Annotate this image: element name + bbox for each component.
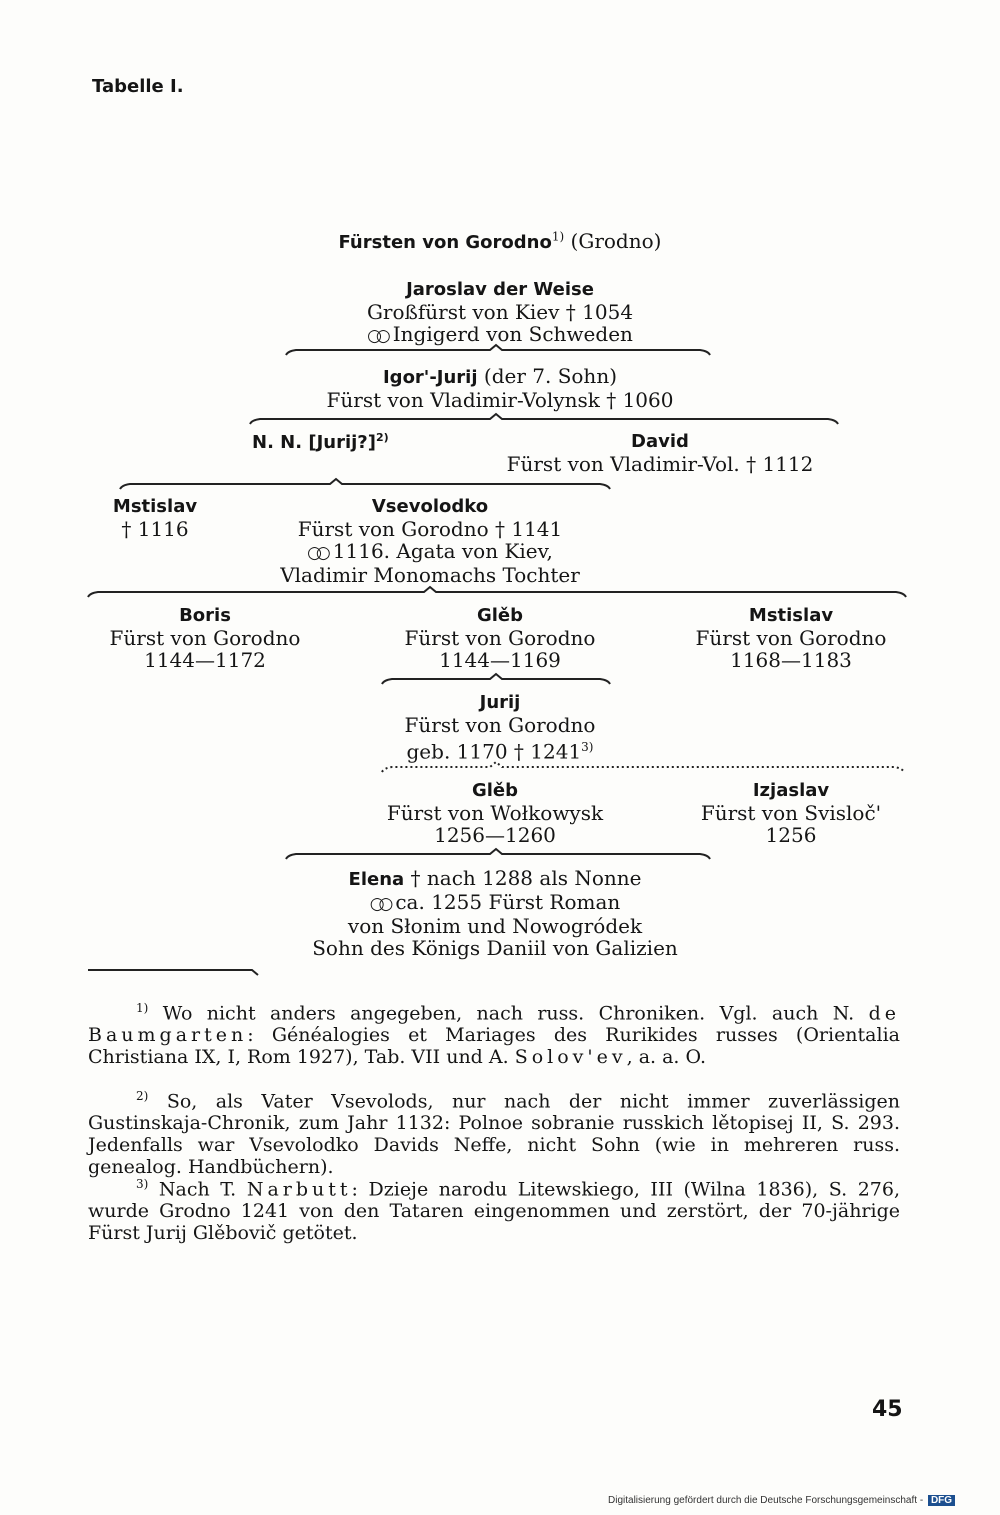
person-name: Mstislav [748, 605, 834, 626]
person-vsevolodko [240, 496, 620, 586]
person-dates: 1144—1172 [144, 648, 266, 672]
person-title: Fürst von Gorodno [695, 626, 887, 650]
dfg-logo: DFG [928, 1495, 955, 1506]
person-elena: Elena † nach 1288 als Nonne ○○ ca. 1255 Fürst Roman von Słonim und Nowogródek Sohn des Königs Daniil von Galizien [270, 867, 720, 959]
person-death: † 1116 [121, 517, 189, 541]
person-note: Sohn des Königs Daniil von Galizien [312, 936, 678, 960]
person-name: Vsevolodko [371, 496, 489, 517]
person-name: Jaroslav der Weise [406, 279, 594, 300]
person-title: Fürst von Gorodno [404, 626, 596, 650]
dfg-footer: Digitalisierung gefördert durch die Deutsche Forschungsgemeinschaft - DFG [608, 1495, 955, 1506]
footnote-2: $^{2)}$ So, als Vater Vsevolods, nur nach der nicht immer zuverlässigen Gustinskaja-Chronik, zum Jahr 1132: Polnoe sobranie russkich lětopisej II, S. 293. Jedenfalls war Vsevolodko Davids Neffe, nicht Sohn (wie in mehreren russ. genealog. Handbüchern). [88, 1089, 900, 1179]
person-title: Fürst von Vladimir-Vol. † 1112 [506, 452, 814, 476]
person-title: Fürst von Vladimir-Volynsk † 1060 [326, 388, 674, 412]
person-title: Fürst von Wołkowysk [386, 801, 604, 825]
person-dates: 1256 [765, 823, 817, 847]
person-title: Großfürst von Kiev † 1054 [366, 300, 634, 324]
person-name: Elena [348, 869, 405, 890]
table-label: Tabelle I. [92, 76, 184, 97]
page-number: 45 [872, 1397, 903, 1422]
person-mstislav-2 [676, 605, 906, 671]
bracket-igor [250, 414, 838, 424]
person-spouse: 1116. Agata von Kiev, [332, 539, 553, 563]
person-gleb-2 [360, 780, 630, 846]
person-name: Glěb [476, 605, 524, 626]
person-title: Fürst von Gorodno † 1141 [297, 517, 563, 541]
person-david [480, 431, 840, 475]
person-note: Vladimir Monomachs Tochter [280, 563, 580, 587]
footnote-1: $^{1)}$ Wo nicht anders angegeben, nach russ. Chroniken. Vgl. auch N. de Baumgarten: Généalogies et Mariages des Rurikides russes (Orientalia Christiana IX, I, Rom 1927), Tab. VII und A. Solov'ev, a. a. O. [88, 1001, 900, 1069]
person-name: Izjaslav [752, 780, 830, 801]
person-nn: N. N. [Jurij?]$^{2)}$ [252, 431, 389, 453]
marriage-icon: ○○ [307, 543, 325, 563]
person-title: Fürst von Svisloč' [700, 801, 882, 825]
person-name: Boris [179, 605, 231, 626]
person-name: David [631, 431, 689, 452]
person-name: Glěb [471, 780, 519, 801]
person-dates: geb. 1170 † 1241 [406, 739, 582, 764]
person-jaroslav [300, 279, 700, 347]
person-name: Mstislav [112, 496, 198, 517]
person-igor: Igor'-Jurij (der 7. Sohn) Fürst von Vladimir-Volynsk † 1060 [260, 365, 740, 411]
person-name: Jurij [479, 692, 521, 713]
marriage-icon: ○○ [367, 326, 385, 346]
person-dates: 1144—1169 [439, 648, 561, 672]
person-jurij: Jurij Fürst von Gorodno geb. 1170 † 1241$^{3)}$ [380, 692, 620, 763]
bracket-vsevolodko [88, 587, 906, 597]
person-spouse: ca. 1255 Fürst Roman [395, 890, 621, 914]
person-izjaslav [676, 780, 906, 846]
person-dates: 1256—1260 [434, 823, 556, 847]
person-title: Fürst von Gorodno [109, 626, 301, 650]
footnote-rule [88, 970, 258, 975]
person-boris [90, 605, 320, 671]
person-name: Igor'-Jurij [382, 367, 478, 388]
person-spouse: Ingigerd von Schweden [392, 322, 633, 346]
bracket-gleb1 [382, 674, 610, 684]
bracket-nn [120, 479, 610, 489]
person-dates: 1168—1183 [730, 648, 852, 672]
person-note: von Słonim und Nowogródek [347, 914, 643, 938]
person-title: Fürst von Gorodno [404, 713, 596, 737]
person-mstislav-1 [100, 496, 210, 540]
marriage-icon: ○○ [369, 894, 388, 914]
bracket-gleb2 [286, 849, 710, 859]
footnote-3: $^{3)}$ Nach T. Narbutt: Dzieje narodu Litewskiego, III (Wilna 1836), S. 276, wurde Grodno 1241 von den Tataren eingenommen und zerstört, der 70-jährige Fürst Jurij Glěbovič getötet. [88, 1177, 901, 1245]
person-gleb-1 [380, 605, 620, 671]
page-title: Fürsten von Gorodno$^{1)}$ (Grodno) [338, 229, 662, 253]
